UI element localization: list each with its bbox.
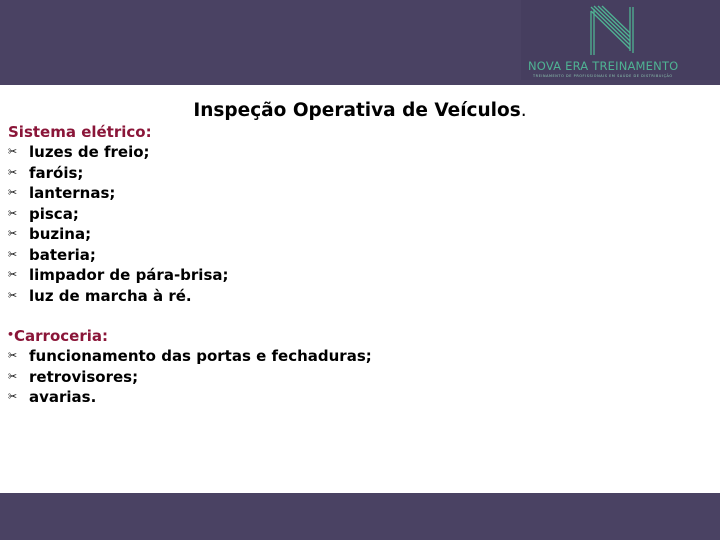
slide-title-text: Inspeção Operativa de Veículos (193, 100, 521, 121)
list-item-text: luz de marcha à ré. (29, 286, 192, 305)
company-logo (521, 0, 720, 80)
logo-tagline: TREINAMENTO DE PROFISSIONAIS EM SAÚDE DE DISTRIBUIÇÃO (533, 74, 673, 78)
list-item (8, 387, 372, 408)
scissors-icon: ✂ (8, 268, 18, 281)
body-items-list (8, 346, 372, 408)
scissors-icon: ✂ (8, 227, 18, 240)
list-item (8, 346, 372, 367)
scissors-icon: ✂ (8, 145, 18, 158)
scissors-icon: ✂ (8, 186, 18, 199)
section-heading-text: Carroceria: (14, 327, 108, 345)
list-item (8, 245, 229, 266)
list-item-text: bateria; (29, 245, 96, 264)
scissors-icon: ✂ (8, 165, 18, 179)
footer-band (0, 493, 720, 540)
logo-n-icon (589, 5, 635, 57)
list-item-text: avarias. (29, 388, 97, 406)
section-heading-electrical: Sistema elétrico: (8, 123, 152, 141)
list-item (8, 183, 229, 204)
scissors-icon: ✂ (8, 390, 18, 403)
list-item (8, 224, 229, 245)
list-item (8, 265, 229, 286)
list-item-text: limpador de pára-brisa; (29, 266, 229, 284)
list-item-text: pisca; (29, 204, 79, 223)
list-item-text: funcionamento das portas e fechaduras; (29, 347, 372, 365)
section-heading-body (7, 325, 108, 346)
slide-title (0, 99, 720, 123)
list-item (8, 142, 229, 163)
bullet-dot: • (7, 328, 15, 341)
logo-name: NOVA ERA TREINAMENTO (528, 59, 679, 73)
list-item (8, 204, 229, 225)
scissors-icon: ✂ (8, 369, 18, 383)
scissors-icon: ✂ (8, 288, 18, 302)
list-item (8, 286, 229, 307)
list-item-text: faróis; (29, 163, 84, 182)
list-item (8, 367, 372, 388)
scissors-icon: ✂ (8, 247, 18, 261)
list-item (8, 163, 229, 184)
list-item-text: buzina; (29, 225, 92, 243)
header-band (0, 0, 720, 85)
list-item-text: luzes de freio; (29, 143, 150, 161)
electrical-items-list (8, 142, 229, 306)
list-item-text: lanternas; (29, 184, 116, 202)
list-item-text: retrovisores; (29, 367, 139, 386)
scissors-icon: ✂ (8, 206, 18, 220)
scissors-icon: ✂ (8, 349, 18, 362)
slide-title-period: . (520, 100, 527, 121)
